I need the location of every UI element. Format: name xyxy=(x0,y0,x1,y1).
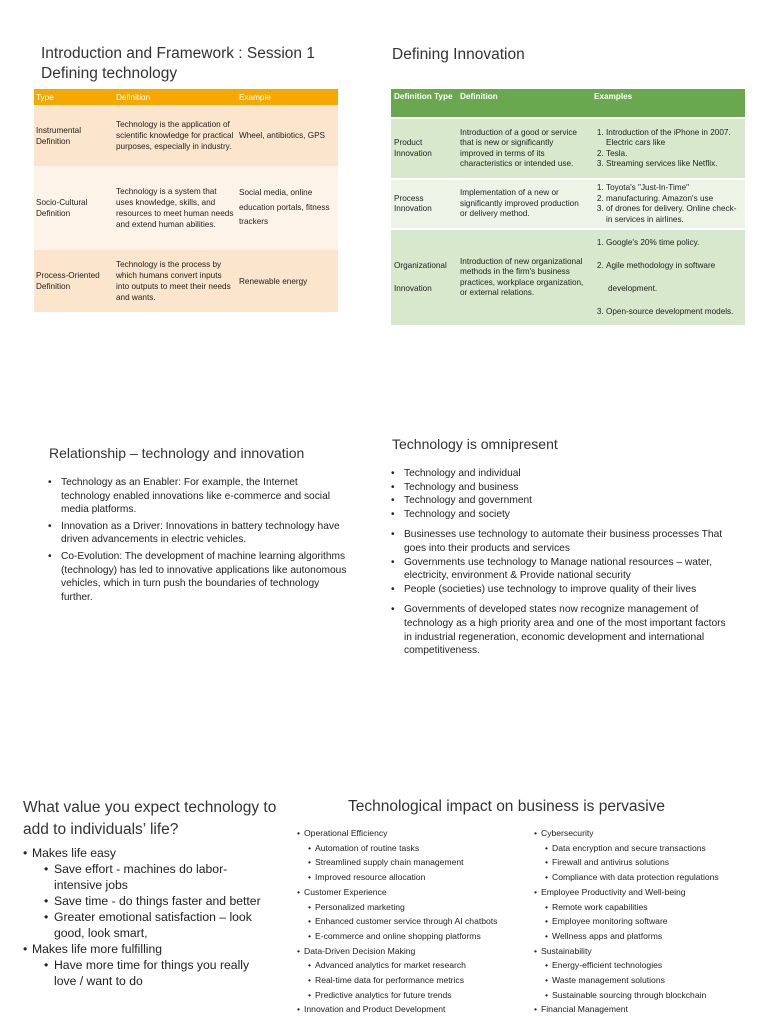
list-item: • Technology and business xyxy=(391,481,731,495)
impact-subitem: • Personalized marketing xyxy=(297,900,532,915)
value-b1-subs xyxy=(32,861,273,941)
technology-definitions-table xyxy=(34,89,338,312)
list-item: • Technology as an Enabler: For example, the Internet technology enabled innovations like e-commerce and social media platforms. xyxy=(48,476,348,517)
cell-example: Wheel, antibiotics, GPS xyxy=(237,105,338,166)
impact-subitem: • Enhanced customer service through AI chatbots xyxy=(297,914,532,929)
impact-subitem: • Waste management solutions xyxy=(534,973,766,988)
example-item: 2. Tesla. xyxy=(606,149,742,160)
cell-definition: Technology is the process by which humans convert inputs into outputs to meet their needs and wants. xyxy=(114,250,237,312)
example-item: 1. Toyota's "Just-In-Time" xyxy=(606,183,742,194)
impact-column-2 xyxy=(534,826,766,1017)
cell-type xyxy=(391,229,457,325)
impact-subitem: • Streamlined supply chain management xyxy=(297,855,532,870)
impact-heading: • Employee Productivity and Well-being xyxy=(534,885,766,900)
list-item: • Businesses use technology to automate their business processes That goes into their products and services xyxy=(391,528,731,555)
list-item: • Governments of developed states now recognize management of technology as a high priority area and one of the most important factors in industrial regeneration, economic development and international competitiveness. xyxy=(391,603,731,657)
value-b2-subs xyxy=(32,957,273,989)
impact-heading: • Operational Efficiency xyxy=(297,826,532,841)
table-row xyxy=(391,229,745,325)
impact-subitem: • Data encryption and secure transactions xyxy=(534,841,766,856)
cell-type: Process Innovation xyxy=(391,179,457,229)
cell-type: Product Innovation xyxy=(391,118,457,179)
example-item: 3. Streaming services like Netflix. xyxy=(606,159,742,170)
session-title xyxy=(41,44,315,84)
impact-heading: • Financial Management xyxy=(534,1002,766,1017)
value-list xyxy=(23,845,273,989)
cell-type-line: Organizational xyxy=(394,261,447,270)
list-item: • Technology and society xyxy=(391,508,731,522)
list-item: • Technology and government xyxy=(391,494,731,508)
cell-definition: Introduction of a good or service that is new or significantly improved in terms of its characteristics or intended use. xyxy=(457,118,591,179)
relationship-title: Relationship – technology and innovation xyxy=(49,445,305,461)
omnipresent-title: Technology is omnipresent xyxy=(392,436,558,452)
table-row xyxy=(391,179,745,229)
list-item: • Greater emotional satisfaction – look good, look smart, xyxy=(32,909,273,941)
cell-definition: Implementation of a new or significantly improved production or delivery method. xyxy=(457,179,591,229)
impact-column-1 xyxy=(297,826,532,1017)
impact-title: Technological impact on business is pervasive xyxy=(348,798,666,815)
omnipresent-group1 xyxy=(391,467,731,521)
relationship-list xyxy=(48,476,348,607)
table-header-row xyxy=(391,89,745,118)
cell-example: Renewable energy xyxy=(237,250,338,312)
example-text: 2. Agile methodology in software xyxy=(606,260,716,270)
cell-definition: Introduction of new organizational methods in the firm's business practices, workplace organization, or external relations. xyxy=(457,229,591,325)
session-title-line2: Defining technology xyxy=(41,65,178,82)
header-definition-type: Definition Type xyxy=(391,89,457,118)
defining-innovation-title: Defining Innovation xyxy=(392,46,525,63)
table-row xyxy=(391,118,745,179)
impact-heading: • Sustainability xyxy=(534,944,766,959)
impact-heading: • Innovation and Product Development xyxy=(297,1002,532,1017)
cell-type: Process-Oriented Definition xyxy=(34,250,114,312)
value-b2: Makes life more fulfilling xyxy=(32,942,163,956)
impact-subitem: • Firewall and antivirus solutions xyxy=(534,855,766,870)
impact-heading: • Cybersecurity xyxy=(534,826,766,841)
cell-type: Socio-Cultural Definition xyxy=(34,166,114,250)
impact-subitem: • Employee monitoring software xyxy=(534,914,766,929)
innovation-definitions-table xyxy=(391,89,745,325)
value-title: What value you expect technology to add to individuals’ life? xyxy=(23,799,277,838)
list-item xyxy=(23,941,273,989)
impact-subitem: • Compliance with data protection regulations xyxy=(534,870,766,885)
cell-examples xyxy=(591,118,745,179)
impact-subitem: • Sustainable sourcing through blockchain xyxy=(534,988,766,1003)
impact-heading: • Customer Experience xyxy=(297,885,532,900)
impact-subitem: • Automation of routine tasks xyxy=(297,841,532,856)
list-item: • Save time - do things faster and better xyxy=(32,893,273,909)
example-item: 1. Introduction of the iPhone in 2007. Electric cars like xyxy=(606,128,742,149)
list-item: • Co-Evolution: The development of machine learning algorithms (technology) has led to innovative applications like autonomous vehicles, which in turn push the boundaries of technology further. xyxy=(48,550,348,604)
value-top-list xyxy=(23,845,273,989)
list-item: • Governments use technology to Manage national resources – water, electricity, environment & Provide national security xyxy=(391,556,731,583)
header-definition: Definition xyxy=(457,89,591,118)
impact-heading: • Data-Driven Decision Making xyxy=(297,944,532,959)
impact-subitem: • Wellness apps and platforms xyxy=(534,929,766,944)
example-item xyxy=(606,261,742,295)
impact-subitem: • Improved resource allocation xyxy=(297,870,532,885)
cell-examples xyxy=(591,229,745,325)
header-examples: Examples xyxy=(591,89,745,118)
example-text: development. xyxy=(608,284,658,293)
example-item: 1. Google's 20% time policy. xyxy=(606,238,742,249)
example-item: 3. Open-source development models. xyxy=(606,307,742,318)
omnipresent-group3 xyxy=(391,603,731,657)
list-item: • People (societies) use technology to improve quality of their lives xyxy=(391,583,731,597)
impact-subitem: • Remote work capabilities xyxy=(534,900,766,915)
impact-subitem: • Advanced analytics for market research xyxy=(297,958,532,973)
list-item xyxy=(23,845,273,941)
impact-subitem: • Real-time data for performance metrics xyxy=(297,973,532,988)
cell-definition: Technology is the application of scientific knowledge for practical purposes, especially in industry. xyxy=(114,105,237,166)
example-item: 2. manufacturing. Amazon's use xyxy=(606,194,742,205)
cell-example: Social media, online education portals, fitness trackers xyxy=(237,166,338,250)
cell-type-line: Innovation xyxy=(394,283,432,293)
impact-subitem: • Energy-efficient technologies xyxy=(534,958,766,973)
impact-subitem: • E-commerce and online shopping platforms xyxy=(297,929,532,944)
omnipresent-content xyxy=(391,467,731,658)
list-item: • Have more time for things you really love / want to do xyxy=(32,957,273,989)
list-item: • Technology and individual xyxy=(391,467,731,481)
example-item: 3. of drones for delivery. Online check-in services in airlines. xyxy=(606,204,742,225)
value-b1: Makes life easy xyxy=(32,846,116,860)
header-type: Type xyxy=(34,89,114,105)
cell-type: Instrumental Definition xyxy=(34,105,114,166)
table-header-row xyxy=(34,89,338,105)
header-example: Example xyxy=(237,89,338,105)
header-definition: Definition xyxy=(114,89,237,105)
omnipresent-group2 xyxy=(391,528,731,596)
cell-examples xyxy=(591,179,745,229)
list-item: • Save effort - machines do labor-intensive jobs xyxy=(32,861,273,893)
cell-definition: Technology is a system that uses knowledge, skills, and resources to meet human needs and extend human abilities. xyxy=(114,166,237,250)
table-row xyxy=(34,250,338,312)
impact-subitem: • Predictive analytics for future trends xyxy=(297,988,532,1003)
list-item: • Innovation as a Driver: Innovations in battery technology have driven advancements in electric vehicles. xyxy=(48,520,348,547)
session-title-line1: Introduction and Framework : Session 1 xyxy=(41,45,315,62)
table-row xyxy=(34,166,338,250)
table-row xyxy=(34,105,338,166)
